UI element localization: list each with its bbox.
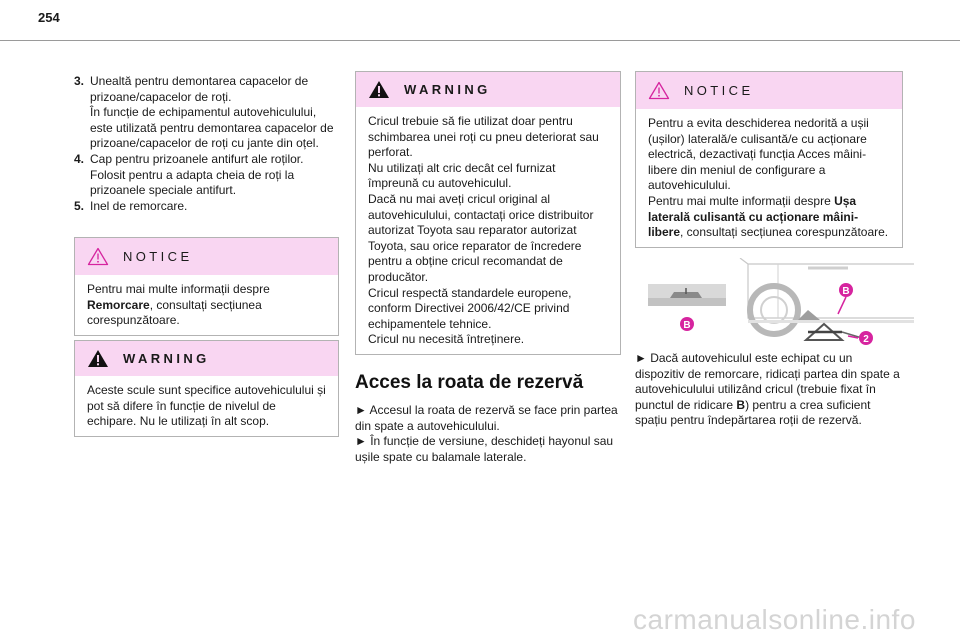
list-item xyxy=(74,199,339,215)
notice-body xyxy=(75,275,338,335)
warning-title: WARNING xyxy=(404,81,491,97)
item-text: Cap pentru prizoanele antifurt ale roților. xyxy=(90,151,304,166)
warning-text: Cricul nu necesită întreținere. xyxy=(368,332,525,347)
warning-text: Aceste scule sunt specifice autovehiculului și pot să difere în funcție de nivelul de echipare. Nu le utilizați în alt scop. xyxy=(87,383,326,429)
notice-triangle-icon xyxy=(87,247,109,266)
notice-text: , consultați secțiunea corespunzătoare. xyxy=(87,297,262,328)
label-b-badge xyxy=(680,317,694,331)
warning-text: Cricul respectă standardele europene, conform Directivei 2006/42/CE privind echipamentele tehnice. xyxy=(368,285,572,331)
section-heading: Acces la roata de rezervă xyxy=(355,372,584,393)
notice-bold-link: Remorcare xyxy=(87,297,150,312)
paragraph-bold: B xyxy=(736,397,746,412)
notice-box-sliding-door xyxy=(635,71,903,248)
notice-body xyxy=(636,109,902,247)
warning-box-jack xyxy=(355,71,621,355)
notice-header xyxy=(75,238,338,275)
item-text: Unealtă pentru demontarea capacelor de prizoane/capacelor de roți. xyxy=(90,74,309,104)
svg-text:B: B xyxy=(842,286,850,297)
svg-text:B: B xyxy=(683,320,691,331)
warning-text: Cricul trebuie să fie utilizat doar pentru schimbarea unei roți cu pneu deteriorat sau perforat. xyxy=(368,114,599,160)
item-text: Inel de remorcare. xyxy=(90,198,188,213)
header-divider xyxy=(0,40,960,41)
paragraph-text: ► În funcție de versiune, deschideți hayonul sau ușile spate cu balamale laterale. xyxy=(355,434,614,464)
list-item xyxy=(74,74,339,152)
label-b-badge xyxy=(838,283,853,314)
item-number: 5. xyxy=(74,198,85,213)
item-number: 4. xyxy=(74,151,85,166)
warning-text: Dacă nu mai aveți cricul original al autovehiculului, contactați orice distribuitor autorizat Toyota sau reparator autorizat Toyota, sau orice reparator de încredere pentru a obține cricul recomandat de producător. xyxy=(368,191,594,284)
van-rear-outline xyxy=(740,258,914,334)
jack-paragraph xyxy=(635,351,905,429)
notice-text: Pentru a evita deschiderea nedorită a ușii (ușilor) laterală/e culisantă/e cu acționare electrică, dezactivați funcția Acces mâini-libere din meniul de configurare a autovehiculului. xyxy=(648,116,869,193)
tool-list xyxy=(74,74,339,214)
warning-body xyxy=(75,376,338,436)
notice-title: NOTICE xyxy=(684,82,754,98)
warning-text: Nu utilizați alt cric decât cel furnizat împreună cu autovehiculul. xyxy=(368,160,556,191)
item-text: În funcție de echipamentul autovehiculului, este utilizată pentru demontarea capacelor de prizoane/capacelor de roți cu jante din oțel. xyxy=(90,105,334,151)
page-number: 254 xyxy=(38,10,60,25)
column-1 xyxy=(74,74,339,214)
paragraph-text: ► Accesul la roata de rezervă se face prin partea din spate a autovehiculului. xyxy=(355,403,618,433)
svg-text:2: 2 xyxy=(863,334,869,345)
notice-title: NOTICE xyxy=(123,248,193,264)
item-text: Folosit pentru a adapta cheia de roți la prizoanele speciale antifurt. xyxy=(90,167,295,198)
warning-header xyxy=(75,341,338,376)
warning-header xyxy=(356,72,620,107)
notice-box-remorcare xyxy=(74,237,339,336)
warning-title: WARNING xyxy=(123,350,210,366)
label-2-badge xyxy=(848,331,873,345)
notice-header xyxy=(636,72,902,109)
warning-triangle-icon xyxy=(368,80,390,99)
paragraph-text: ) pentru a crea suficient spațiu pentru îndepărtarea roții de rezervă. xyxy=(635,397,871,428)
notice-bold-link: Ușa laterală culisantă cu acționare mâini-libere xyxy=(648,193,859,240)
list-item xyxy=(74,152,339,199)
item-number: 3. xyxy=(74,74,85,88)
section-paragraph xyxy=(355,403,623,465)
notice-text: , consultați secțiunea corespunzătoare. xyxy=(680,225,889,240)
watermark: carmanualsonline.info xyxy=(633,604,916,635)
jack-point-illustration xyxy=(648,258,914,346)
warning-body xyxy=(356,107,620,354)
notice-text: Pentru mai multe informații despre xyxy=(87,282,270,296)
notice-triangle-icon xyxy=(648,81,670,100)
rear-bumper-detail xyxy=(648,284,726,306)
notice-text: Pentru mai multe informații despre xyxy=(648,193,835,208)
paragraph-text: ► Dacă autovehiculul este echipat cu un dispozitiv de remorcare, ridicați partea din spate a autovehiculului utilizând cricul (trebuie fixat în punctul de ridicare xyxy=(635,351,900,412)
warning-box-tools xyxy=(74,340,339,437)
warning-triangle-icon xyxy=(87,349,109,368)
